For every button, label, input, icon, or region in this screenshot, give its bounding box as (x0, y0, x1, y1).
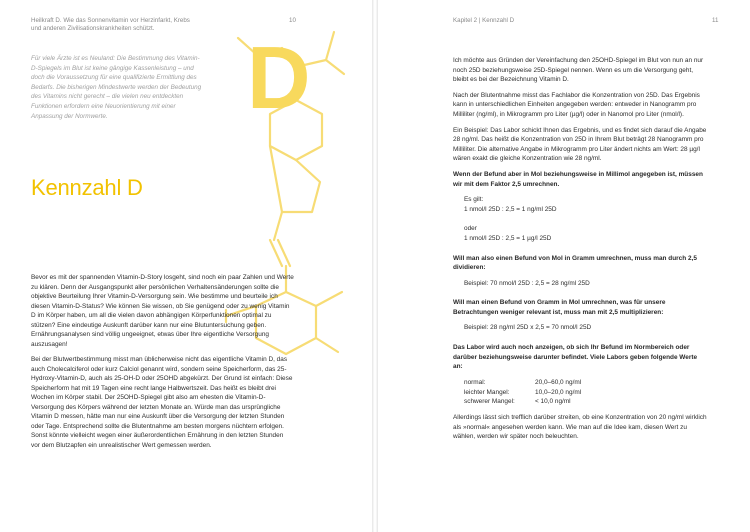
paragraph: Nach der Blutentnahme misst das Fachlabor die Konzentration von 25D. Das Ergebnis kann in unterschiedlichen Einheiten angegeben werden: entweder in Nanogramm pro Milliliter (ng/ml), in Mikrogramm pro Liter (µg/l) oder in Nanomol pro Liter (nmol/l). (453, 91, 700, 118)
range-value: 20,0–60,0 ng/ml (535, 378, 582, 386)
bold-paragraph: Wenn der Befund aber in Mol beziehungsweise in Millimol angegeben ist, müssen wir mit dem Faktor 2,5 umrechnen. (453, 170, 703, 188)
range-label: leichter Mangel: (464, 388, 510, 396)
range-label: normal: (464, 378, 486, 386)
range-row (464, 397, 707, 407)
formula-intro: Es gilt: (464, 196, 484, 204)
range-value: < 10,0 ng/ml (535, 398, 571, 406)
range-row (464, 378, 707, 388)
left-page-number: 10 (289, 17, 296, 24)
formula: 1 nmol/l 25D : 2,5 = 1 µg/l 25D (464, 234, 552, 242)
right-page (378, 0, 750, 532)
paragraph: Allerdings lässt sich trefflich darüber streiten, ob eine Konzentration von 20 ng/ml wirklich als »normal« angesehen werden kann. Wie man auf die Idee kam, diesen Wert zu wählen, werden wir später noch beleuchten. (453, 414, 707, 441)
right-page-number: 11 (712, 17, 719, 24)
left-page (0, 0, 372, 532)
paragraph: Ich möchte aus Gründen der Vereinfachung den 25OHD-Spiegel im Blut von nun an nur noch 25D beziehungsweise 25D-Spiegel nennen. Wenn es um die Versorgung geht, bleibt es bei der Bezeichnung Vitamin D. (453, 57, 704, 84)
chapter-title: Kennzahl D (31, 175, 143, 200)
formula: Beispiel: 70 nmol/l 25D : 2,5 = 28 ng/ml 25D (464, 279, 590, 287)
bold-paragraph: Das Labor wird auch noch anzeigen, ob sich Ihr Befund im Normbereich oder darüber beziehungsweise darunter befindet. Viele Labors geben folgende Werte an: (453, 344, 698, 371)
left-running-head: Heilkraft D. Wie das Sonnenvitamin vor Herzinfarkt, Krebs und anderen Zivilisationskrankheiten schützt. (31, 17, 190, 32)
range-row (464, 388, 707, 398)
decorative-letter-d: D (247, 28, 311, 127)
bold-paragraph: Will man einen Befund von Gramm in Mol umrechnen, was für unsere Betrachtungen weniger relevant ist, muss man mit 2,5 multiplizieren: (453, 299, 666, 316)
paragraph: Bevor es mit der spannenden Vitamin-D-Story losgeht, sind noch ein paar Zahlen und Werte zu klären. Denn der Ausgangspunkt aller persönlichen Verhaltensänderungen sollte die objektive Beurteilung Ihrer Vitamin-D-Versorgung sein. Wie bestimme und beurteile ich diesen Vitamin-D-Status? Wie können Sie wissen, ob Sie genügend oder zu wenig Vitamin D im Körper haben, um all die vielen davon abhängigen Körperfunktionen optimal zu stützen? Eine eindeutige Auskunft darüber kann nur eine Blutuntersuchung geben. Ernährungsanalysen sind völlig ungeeignet, etwas über Ihre eigentliche Versorgung auszusagen! (31, 274, 294, 348)
formula: Beispiel: 28 ng/ml 25D x 2,5 = 70 nmol/l 25D (464, 324, 592, 332)
bold-paragraph: Will man also einen Befund von Mol in Gramm umrechnen, muss man durch 2,5 dividieren: (453, 254, 697, 272)
formula-connector: oder (464, 225, 477, 233)
left-body-text (31, 273, 294, 456)
formula: 1 nmol/l 25D : 2,5 = 1 ng/ml 25D (464, 205, 557, 213)
range-value: 10,0–20,0 ng/ml (535, 388, 582, 396)
reference-ranges (464, 378, 707, 407)
right-running-head: Kapitel 2 | Kennzahl D (453, 17, 515, 24)
right-body-text (453, 56, 707, 448)
paragraph: Ein Beispiel: Das Labor schickt Ihnen das Ergebnis, und es findet sich darauf die Angabe 28 ng/ml. Das heißt die Konzentration von 25D in Ihrem Blut beträgt 28 Nanogramm pro Milliliter. Die alternative Angabe in Mikrogramm pro Liter ändert nichts am Wert: 28 µg/l wären exakt die gleiche Konzentration wie 28 ng/ml. (453, 126, 707, 163)
range-label: schwerer Mangel: (464, 398, 515, 406)
paragraph: Bei der Blutwertbestimmung misst man üblicherweise nicht das eigentliche Vitamin D, das auch Cholecalciferol oder kurz Calciol genannt wird, sondern seine Speicherform, das 25-Hydroxy-Vitamin-D, auch als 25-OH-D oder 25OHD abgekürzt. Der Grund ist einfach: Diese Speicherform hat mit 19 Tagen eine recht lange Halbwertszeit. Das heißt es bleibt drei Wochen im Körper stabil. Der 25OHD-Spiegel gibt also am ehesten die Vitamin-D-Versorgung des Körpers während der letzten Monate an. Würde man das ursprüngliche Vitamin D messen, hätte man nur eine Auskunft über die Versorgung der letzten Stunden oder Tage. Entsprechend sollte die Blutentnahme am besten morgens nüchtern erfolgen. Sonst könnte vielleicht wegen einer äußerordentlichen Ernährung in den letzten Stunden vor dem Blutzapfen ein unrealistischer Wert gemessen werden. (31, 356, 293, 449)
intro-quote: Für viele Ärzte ist es Neuland: Die Bestimmung des Vitamin-D-Spiegels im Blut ist keine gängige Kassenleistung – und doch die Voraussetzung für eine qualifizierte Ermittlung des Bedarfs. Die bisherigen Mindestwerte werden der Bedeutung des Vitamins nicht gerecht – die vielen neu entdeckten Funktionen erfordern eine Neuorientierung mit einer Anpassung der Normwerte. (31, 55, 202, 120)
